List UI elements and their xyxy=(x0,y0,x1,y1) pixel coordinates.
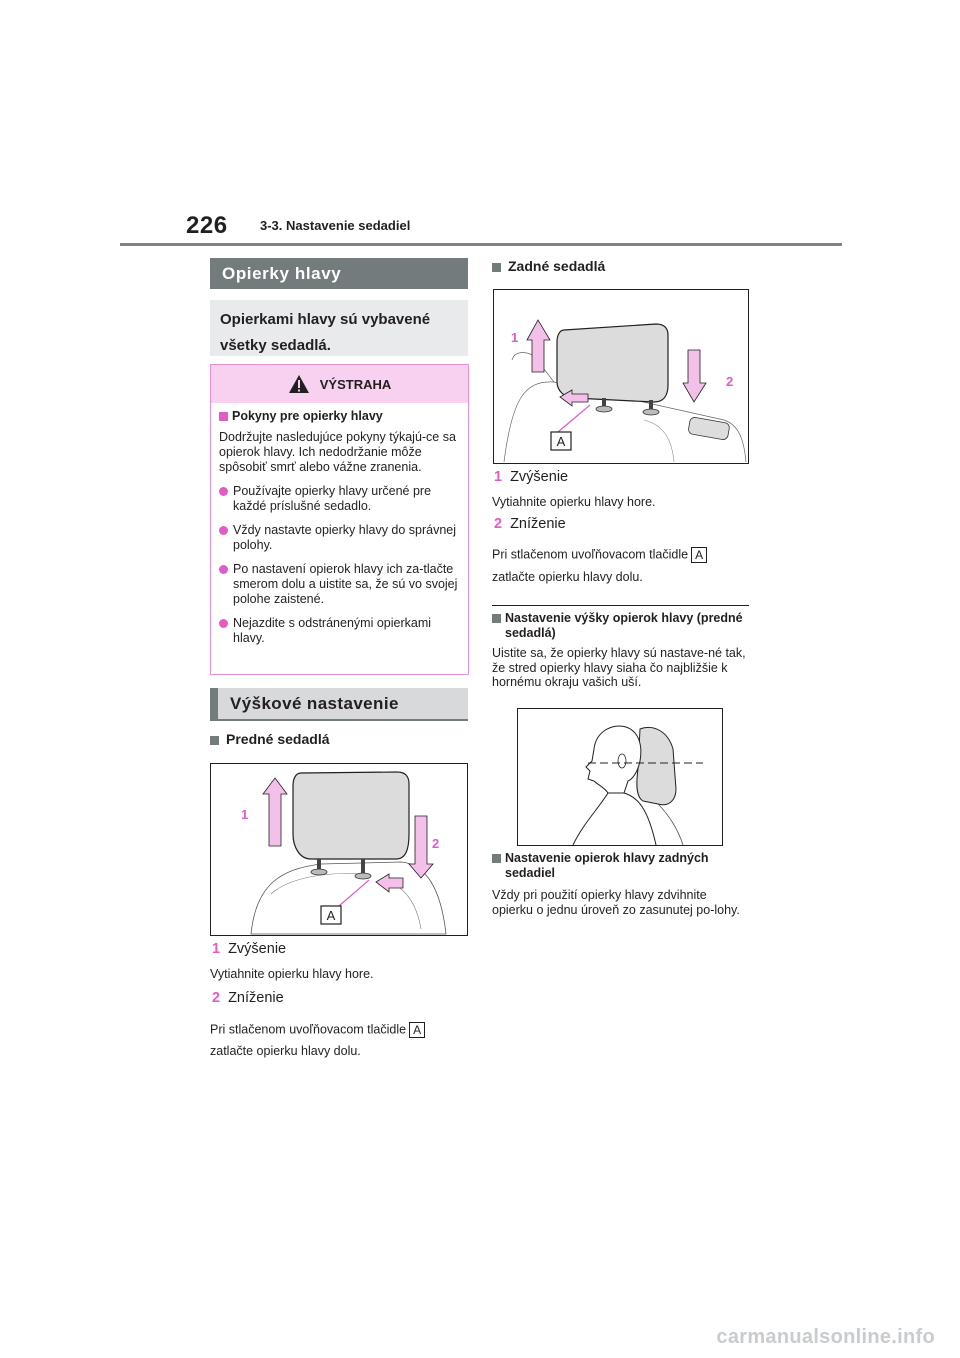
bullet-dot-icon xyxy=(219,619,228,628)
front-step-lower-text-2: zatlačte opierku hlavy dolu. xyxy=(210,1044,361,1058)
square-bullet-icon xyxy=(219,412,228,421)
head-position-illustration xyxy=(518,709,722,845)
front-step-raise-text: Vytiahnite opierku hlavy hore. xyxy=(210,967,374,981)
rear-step-lower-text: Pri stlačenom uvoľňovacom tlačidle A xyxy=(492,547,707,563)
figure-label-2: 2 xyxy=(432,836,440,851)
warning-paragraph: Dodržujte nasledujúce pokyny týkajú-ce sa opierok hlavy. Ich nedodržanie môže spôsobiť smrť alebo vážne zranenia. xyxy=(219,430,456,474)
bullet-dot-icon xyxy=(219,526,228,535)
front-headrest-illustration xyxy=(211,764,467,935)
front-headrest-figure xyxy=(210,763,468,936)
section-title-headrests: Opierky hlavy xyxy=(210,258,468,289)
note-front-height-title: Nastavenie výšky opierok hlavy (predné sedadlá) xyxy=(492,611,749,641)
warning-box xyxy=(210,364,469,675)
warning-icon xyxy=(288,374,310,394)
rear-step-raise-text: Vytiahnite opierku hlavy hore. xyxy=(492,495,656,509)
rear-step-lower: 2 Zníženie xyxy=(494,516,566,532)
warning-header xyxy=(211,365,468,403)
watermark: carmanualsonline.info xyxy=(716,1326,935,1348)
button-a-label: A xyxy=(691,547,707,563)
note-rear-title: Nastavenie opierok hlavy zadných sedadiel xyxy=(492,851,749,881)
intro-text: Opierkami hlavy sú vybavené všetky sedadlá. xyxy=(210,300,468,356)
square-bullet-icon xyxy=(492,263,501,272)
warning-bullet: Vždy nastavte opierky hlavy do správnej polohy. xyxy=(219,523,460,553)
front-seats-subhead: Predné sedadlá xyxy=(210,731,330,747)
square-bullet-icon xyxy=(210,736,219,745)
note-front-height-text: Uistite sa, že opierky hlavy sú nastave-né tak, že stred opierky hlavy siaha čo najbližšie k hornému okraju vašich uší. xyxy=(492,646,746,689)
warning-bullet: Po nastavení opierok hlavy ich za-tlačte smerom dolu a uistite sa, že sú vo svojej polohe zaistené. xyxy=(219,562,460,607)
figure-label-1: 1 xyxy=(241,807,249,822)
figure-label-a: A xyxy=(556,434,566,449)
square-bullet-icon xyxy=(492,614,501,623)
warning-bullet: Nejazdite s odstránenými opierkami hlavy. xyxy=(219,616,460,646)
rear-seats-subhead: Zadné sedadlá xyxy=(492,258,605,274)
head-position-figure xyxy=(517,708,723,846)
section-title-height-adjustment: Výškové nastavenie xyxy=(210,688,468,721)
warning-label: VÝSTRAHA xyxy=(319,376,392,392)
figure-label-1: 1 xyxy=(511,330,519,345)
rear-headrest-illustration xyxy=(494,290,748,463)
front-step-lower: 2 Zníženie xyxy=(212,990,284,1006)
bullet-dot-icon xyxy=(219,487,228,496)
rear-step-raise: 1 Zvýšenie xyxy=(494,469,569,485)
warning-bullet: Používajte opierky hlavy určené pre každé príslušné sedadlo. xyxy=(219,484,460,514)
figure-label-2: 2 xyxy=(726,374,734,389)
warning-title: Pokyny pre opierky hlavy xyxy=(219,409,460,424)
section-header: 3-3. Nastavenie sedadiel xyxy=(260,218,411,233)
bullet-dot-icon xyxy=(219,565,228,574)
front-step-raise: 1 Zvýšenie xyxy=(212,941,287,957)
header-rule xyxy=(120,243,842,246)
note-rear-text: Vždy pri použití opierky hlavy zdvihnite opierku o jednu úroveň zo zasunutej po-lohy. xyxy=(492,888,740,917)
note-divider xyxy=(492,605,749,606)
square-bullet-icon xyxy=(492,854,501,863)
rear-step-lower-text-2: zatlačte opierku hlavy dolu. xyxy=(492,570,643,584)
button-a-label: A xyxy=(409,1022,425,1038)
page-number: 226 xyxy=(186,212,228,239)
front-step-lower-text: Pri stlačenom uvoľňovacom tlačidle A xyxy=(210,1022,425,1038)
rear-headrest-figure xyxy=(493,289,749,464)
figure-label-a: A xyxy=(326,908,336,923)
